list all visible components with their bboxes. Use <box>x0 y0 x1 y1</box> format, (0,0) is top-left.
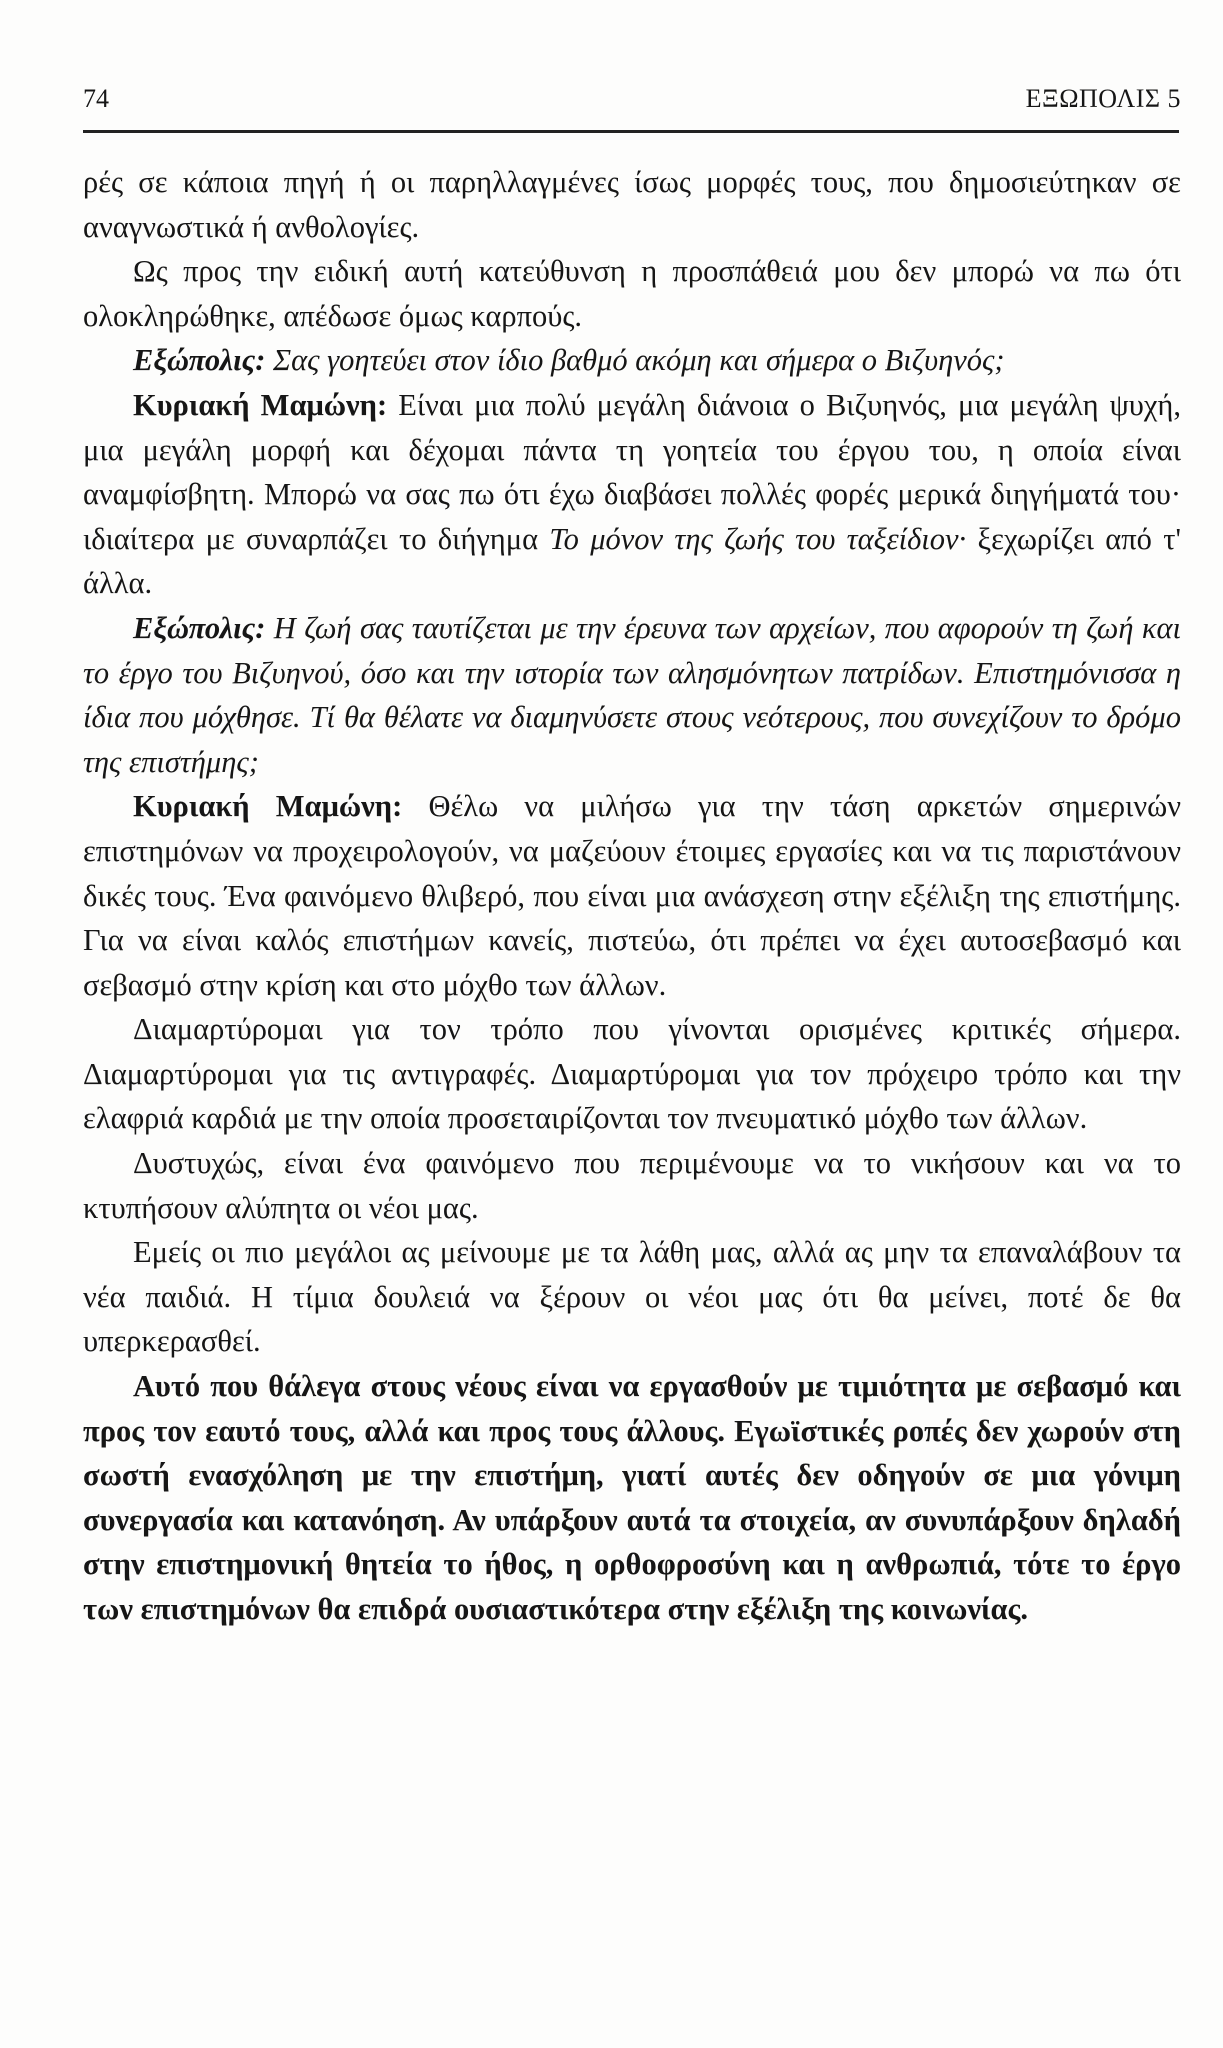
paragraph-text: Διαμαρτύρομαι για τον τρόπο που γίνονται ορισμένες κριτικές σήμερα. Διαμαρτύρομαι για τις αντιγραφές. Διαμαρτύρομαι για τον πρόχειρο τρόπο και την ελαφριά καρδιά με την οποία προσεταιρίζονται τον πνευματικό μόχθο των άλλων. <box>83 1012 1181 1136</box>
interviewee-answer <box>83 383 1181 606</box>
question-text: Σας γοητεύει στον ίδιο βαθμό ακόμη και σήμερα ο Βιζυηνός; <box>272 343 1005 378</box>
paragraph-text: Δυστυχώς, είναι ένα φαινόμενο που περιμένουμε να το νικήσουν και να το κτυπήσουν αλύπητα οι νέοι μας. <box>83 1146 1181 1225</box>
header-divider <box>83 130 1179 133</box>
speaker-label: Κυριακή Μαμώνη: <box>133 387 388 422</box>
story-title: Το μόνον της ζωής του ταξείδιον· <box>549 521 967 556</box>
interviewer-question <box>83 606 1181 784</box>
closing-paragraph <box>83 1364 1181 1632</box>
speaker-label: Εξώπολις: <box>133 343 266 378</box>
paragraph-text: ρές σε κάποια πηγή ή οι παρηλλαγμένες ίσως μορφές τους, που δημοσιεύτηκαν σε αναγνωστικά ή ανθολογίες. <box>83 165 1181 244</box>
answer-text: Είναι μια πολύ μεγάλη διάνοια ο Βιζυηνός, μια μεγάλη ψυχή, μια μεγάλη μορφή και δέχομαι πάντα τη γοητεία του έργου του, η οποία είναι αναμφίσβητη. Μπορώ να σας πω ότι έχω διαβάσει πολλές φορές μερικά διηγήματά του· ιδιαίτερα με συναρπάζει το διήγημα <box>83 387 1181 556</box>
page-number: 74 <box>83 84 109 113</box>
interviewer-question <box>83 338 1181 383</box>
paragraph <box>83 1007 1181 1141</box>
running-head <box>83 82 1181 116</box>
paragraph <box>83 1141 1181 1230</box>
article-body <box>83 160 1181 1632</box>
answer-text: ξεχωρίζει από τ' άλλα. <box>83 521 1182 601</box>
interviewee-answer <box>83 784 1181 1007</box>
journal-title: ΕΞΩΠΟΛΙΣ 5 <box>1025 84 1181 113</box>
paragraph <box>83 249 1181 338</box>
speaker-label: Κυριακή Μαμώνη: <box>133 789 403 824</box>
question-text: Η ζωή σας ταυτίζεται με την έρευνα των αρχείων, που αφορούν τη ζωή και το έργο του Βιζυηνού, όσο και την ιστορία των αλησμόνητων πατρίδων. Επιστημόνισσα η ίδια που μόχθησε. Τί θα θέλατε να διαμηνύσετε στους νεότερους, που συνεχίζουν το δρόμο της επιστήμης; <box>83 610 1182 779</box>
paragraph-text: Αυτό που θάλεγα στους νέους είναι να εργασθούν με τιμιότητα με σεβασμό και προς τον εαυτό τους, αλλά και προς τους άλλους. Εγωϊστικές ροπές δεν χωρούν στη σωστή ενασχόληση με την επιστήμη, γιατί αυτές δεν οδηγούν σε μια γόνιμη συνεργασία και κατανόηση. Αν υπάρξουν αυτά τα στοιχεία, αν συνυπάρξουν δηλαδή στην επιστημονική θητεία το ήθος, η ορθοφροσύνη και η ανθρωπιά, τότε το έργο των επιστημόνων θα επιδρά ουσιαστικότερα στην εξέλιξη της κοινωνίας. <box>83 1369 1181 1626</box>
paragraph-text: Εμείς οι πιο μεγάλοι ας μείνουμε με τα λάθη μας, αλλά ας μην τα επαναλάβουν τα νέα παιδιά. Η τίμια δουλειά να ξέρουν οι νέοι μας ότι θα μείνει, ποτέ δε θα υπερκερασθεί. <box>83 1235 1181 1359</box>
speaker-label: Εξώπολις: <box>133 610 266 645</box>
paragraph-text: Ως προς την ειδική αυτή κατεύθυνση η προσπάθειά μου δεν μπορώ να πω ότι ολοκληρώθηκε, απέδωσε όμως καρπούς. <box>83 254 1181 333</box>
paragraph-continuation <box>83 160 1181 249</box>
answer-text: Θέλω να μιλήσω για την τάση αρκετών σημερινών επιστημόνων να προχειρολογούν, να μαζεύουν έτοιμες εργασίες και να τις παριστάνουν δικές τους. Ένα φαινόμενο θλιβερό, που είναι μια ανάσχεση στην εξέλιξη της επιστήμης. Για να είναι καλός επιστήμων κανείς, πιστεύω, ότι πρέπει να έχει αυτοσεβασμό και σεβασμό στην κρίση και στο μόχθο των άλλων. <box>83 789 1182 1002</box>
paragraph <box>83 1230 1181 1364</box>
